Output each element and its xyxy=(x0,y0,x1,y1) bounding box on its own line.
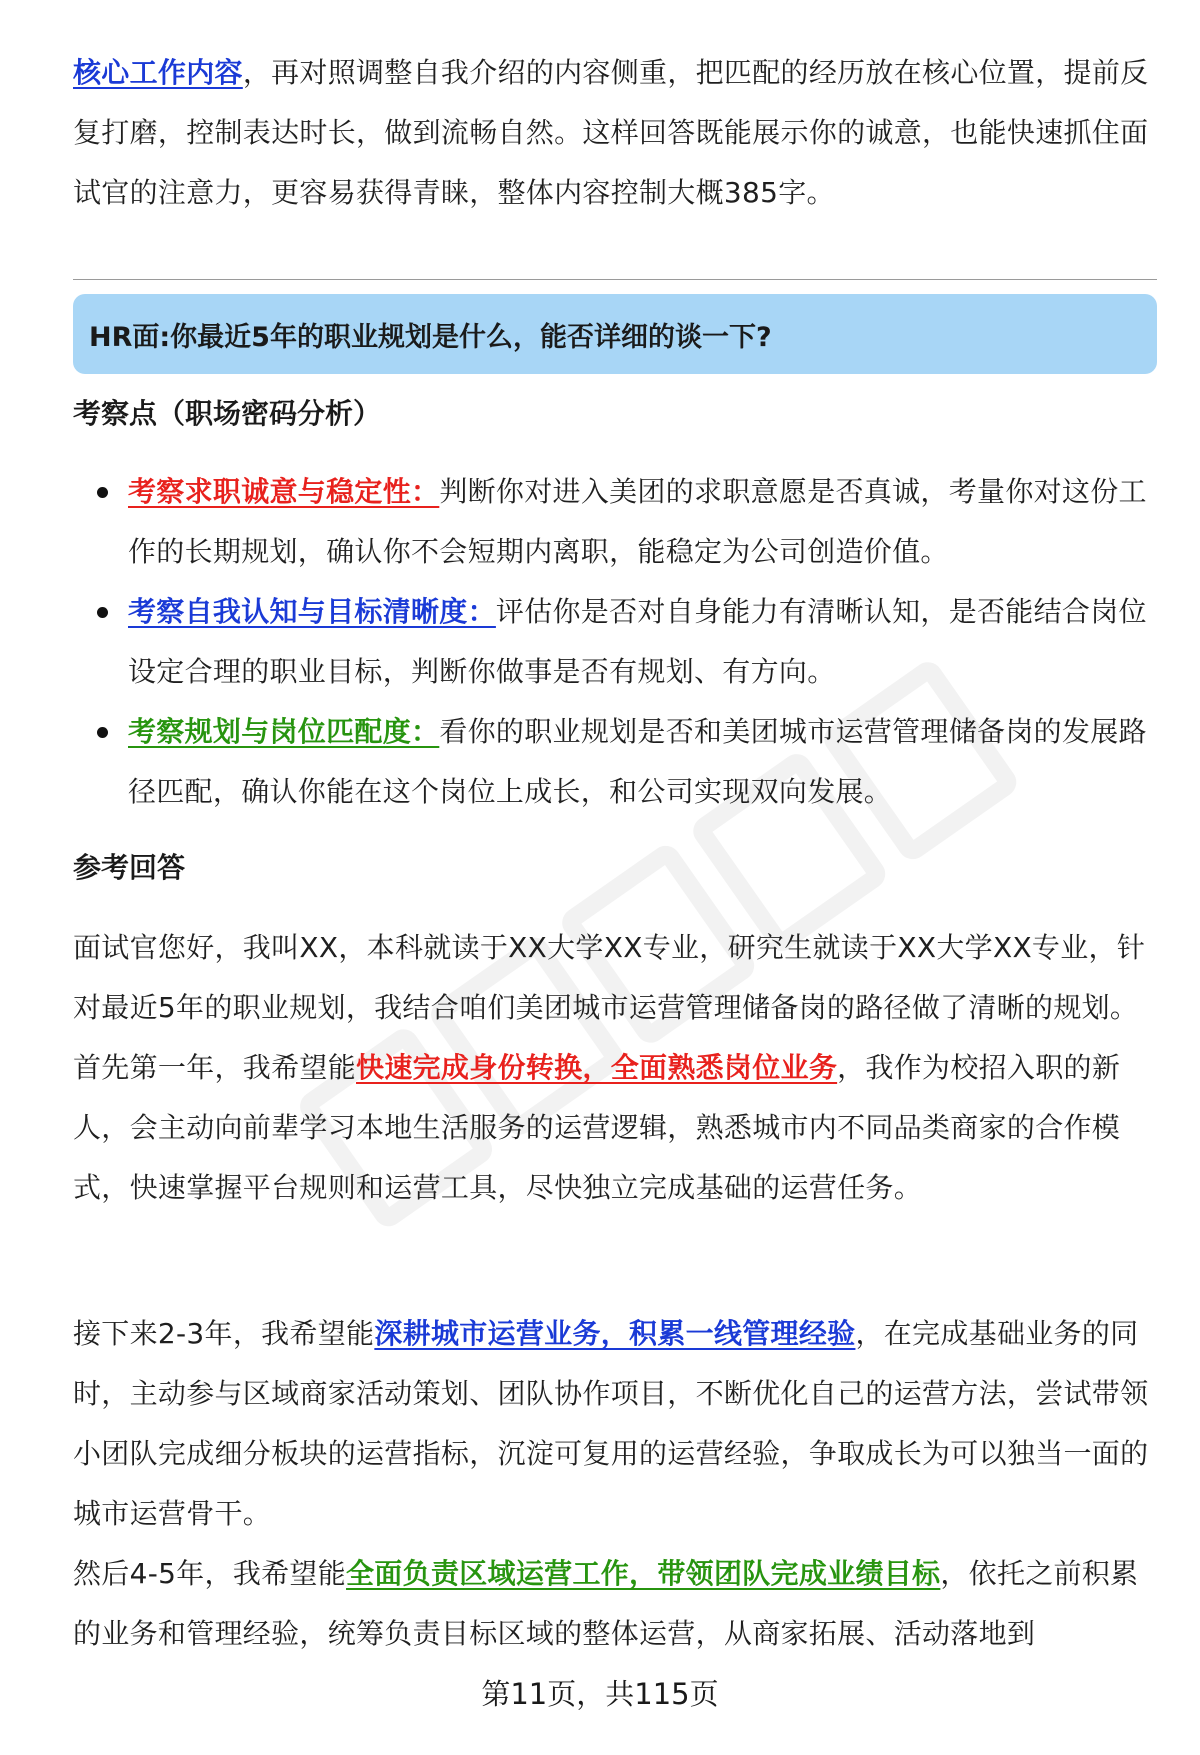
answer-p2-after: ，在完成基础业务的同时，主动参与区域商家活动策划、团队协作项目，不断优化自己的运营方法，尝试带领小团队完成细分板块的运营指标，沉淀可复用的运营经验，争取成长为可以独当一面的城市运营骨干。 xyxy=(73,1317,1149,1530)
analysis-title: 考察点（职场密码分析） xyxy=(73,397,382,430)
answer-p2-before: 接下来2-3年，我希望能 xyxy=(73,1317,375,1350)
analysis-item-text: 看你的职业规划是否和美团城市运营管理储备岗的发展路径匹配，确认你能在这个岗位上成长，和公司实现双向发展。 xyxy=(128,715,1147,808)
analysis-item-label: 考察规划与岗位匹配度： xyxy=(128,715,440,748)
answer-p3-after: ，依托之前积累的业务和管理经验，统筹负责目标区域的整体运营，从商家拓展、活动落地到 xyxy=(73,1557,1139,1650)
analysis-item xyxy=(73,582,1157,702)
analysis-list xyxy=(73,462,1157,822)
analysis-item xyxy=(73,462,1157,582)
answer-paragraph-3 xyxy=(73,1544,1157,1664)
question-banner xyxy=(73,294,1157,374)
bullet-icon xyxy=(97,607,108,618)
analysis-item xyxy=(73,702,1157,822)
section-divider xyxy=(73,279,1157,280)
answer-paragraph-1 xyxy=(73,918,1157,1218)
answer-paragraph-2 xyxy=(73,1304,1157,1544)
question-text: HR面:你最近5年的职业规划是什么，能否详细的谈一下? xyxy=(89,321,772,353)
analysis-item-label: 考察求职诚意与稳定性： xyxy=(128,475,440,508)
intro-highlight: 核心工作内容 xyxy=(73,56,243,89)
answer-p3-highlight: 全面负责区域运营工作，带领团队完成业绩目标 xyxy=(346,1557,941,1590)
intro-paragraph xyxy=(73,43,1157,223)
bullet-icon xyxy=(97,727,108,738)
answer-p2-highlight: 深耕城市运营业务，积累一线管理经验 xyxy=(374,1317,856,1350)
analysis-item-text: 评估你是否对自身能力有清晰认知，是否能结合岗位设定合理的职业目标，判断你做事是否有规划、有方向。 xyxy=(128,595,1147,688)
intro-text: ，再对照调整自我介绍的内容侧重，把匹配的经历放在核心位置，提前反复打磨，控制表达时长，做到流畅自然。这样回答既能展示你的诚意，也能快速抓住面试官的注意力，更容易获得青睐，整体内容控制大概385字。 xyxy=(73,56,1149,209)
answer-p1-highlight: 快速完成身份转换，全面熟悉岗位业务 xyxy=(356,1051,838,1084)
answer-title: 参考回答 xyxy=(73,851,186,884)
analysis-item-label: 考察自我认知与目标清晰度： xyxy=(128,595,496,628)
answer-p1-after: ，我作为校招入职的新人，会主动向前辈学习本地生活服务的运营逻辑，熟悉城市内不同品类商家的合作模式，快速掌握平台规则和运营工具，尽快独立完成基础的运营任务。 xyxy=(73,1051,1121,1204)
answer-p3-before: 然后4-5年，我希望能 xyxy=(73,1557,347,1590)
analysis-item-text: 判断你对进入美团的求职意愿是否真诚，考量你对这份工作的长期规划，确认你不会短期内离职，能稳定为公司创造价值。 xyxy=(128,475,1147,568)
page-number-footer: 第11页，共115页 xyxy=(481,1677,719,1711)
bullet-icon xyxy=(97,487,108,498)
answer-p1-before: 面试官您好，我叫XX，本科就读于XX大学XX专业，研究生就读于XX大学XX专业，针对最近5年的职业规划，我结合咱们美团城市运营管理储备岗的路径做了清晰的规划。首先第一年，我希望能 xyxy=(73,931,1146,1084)
